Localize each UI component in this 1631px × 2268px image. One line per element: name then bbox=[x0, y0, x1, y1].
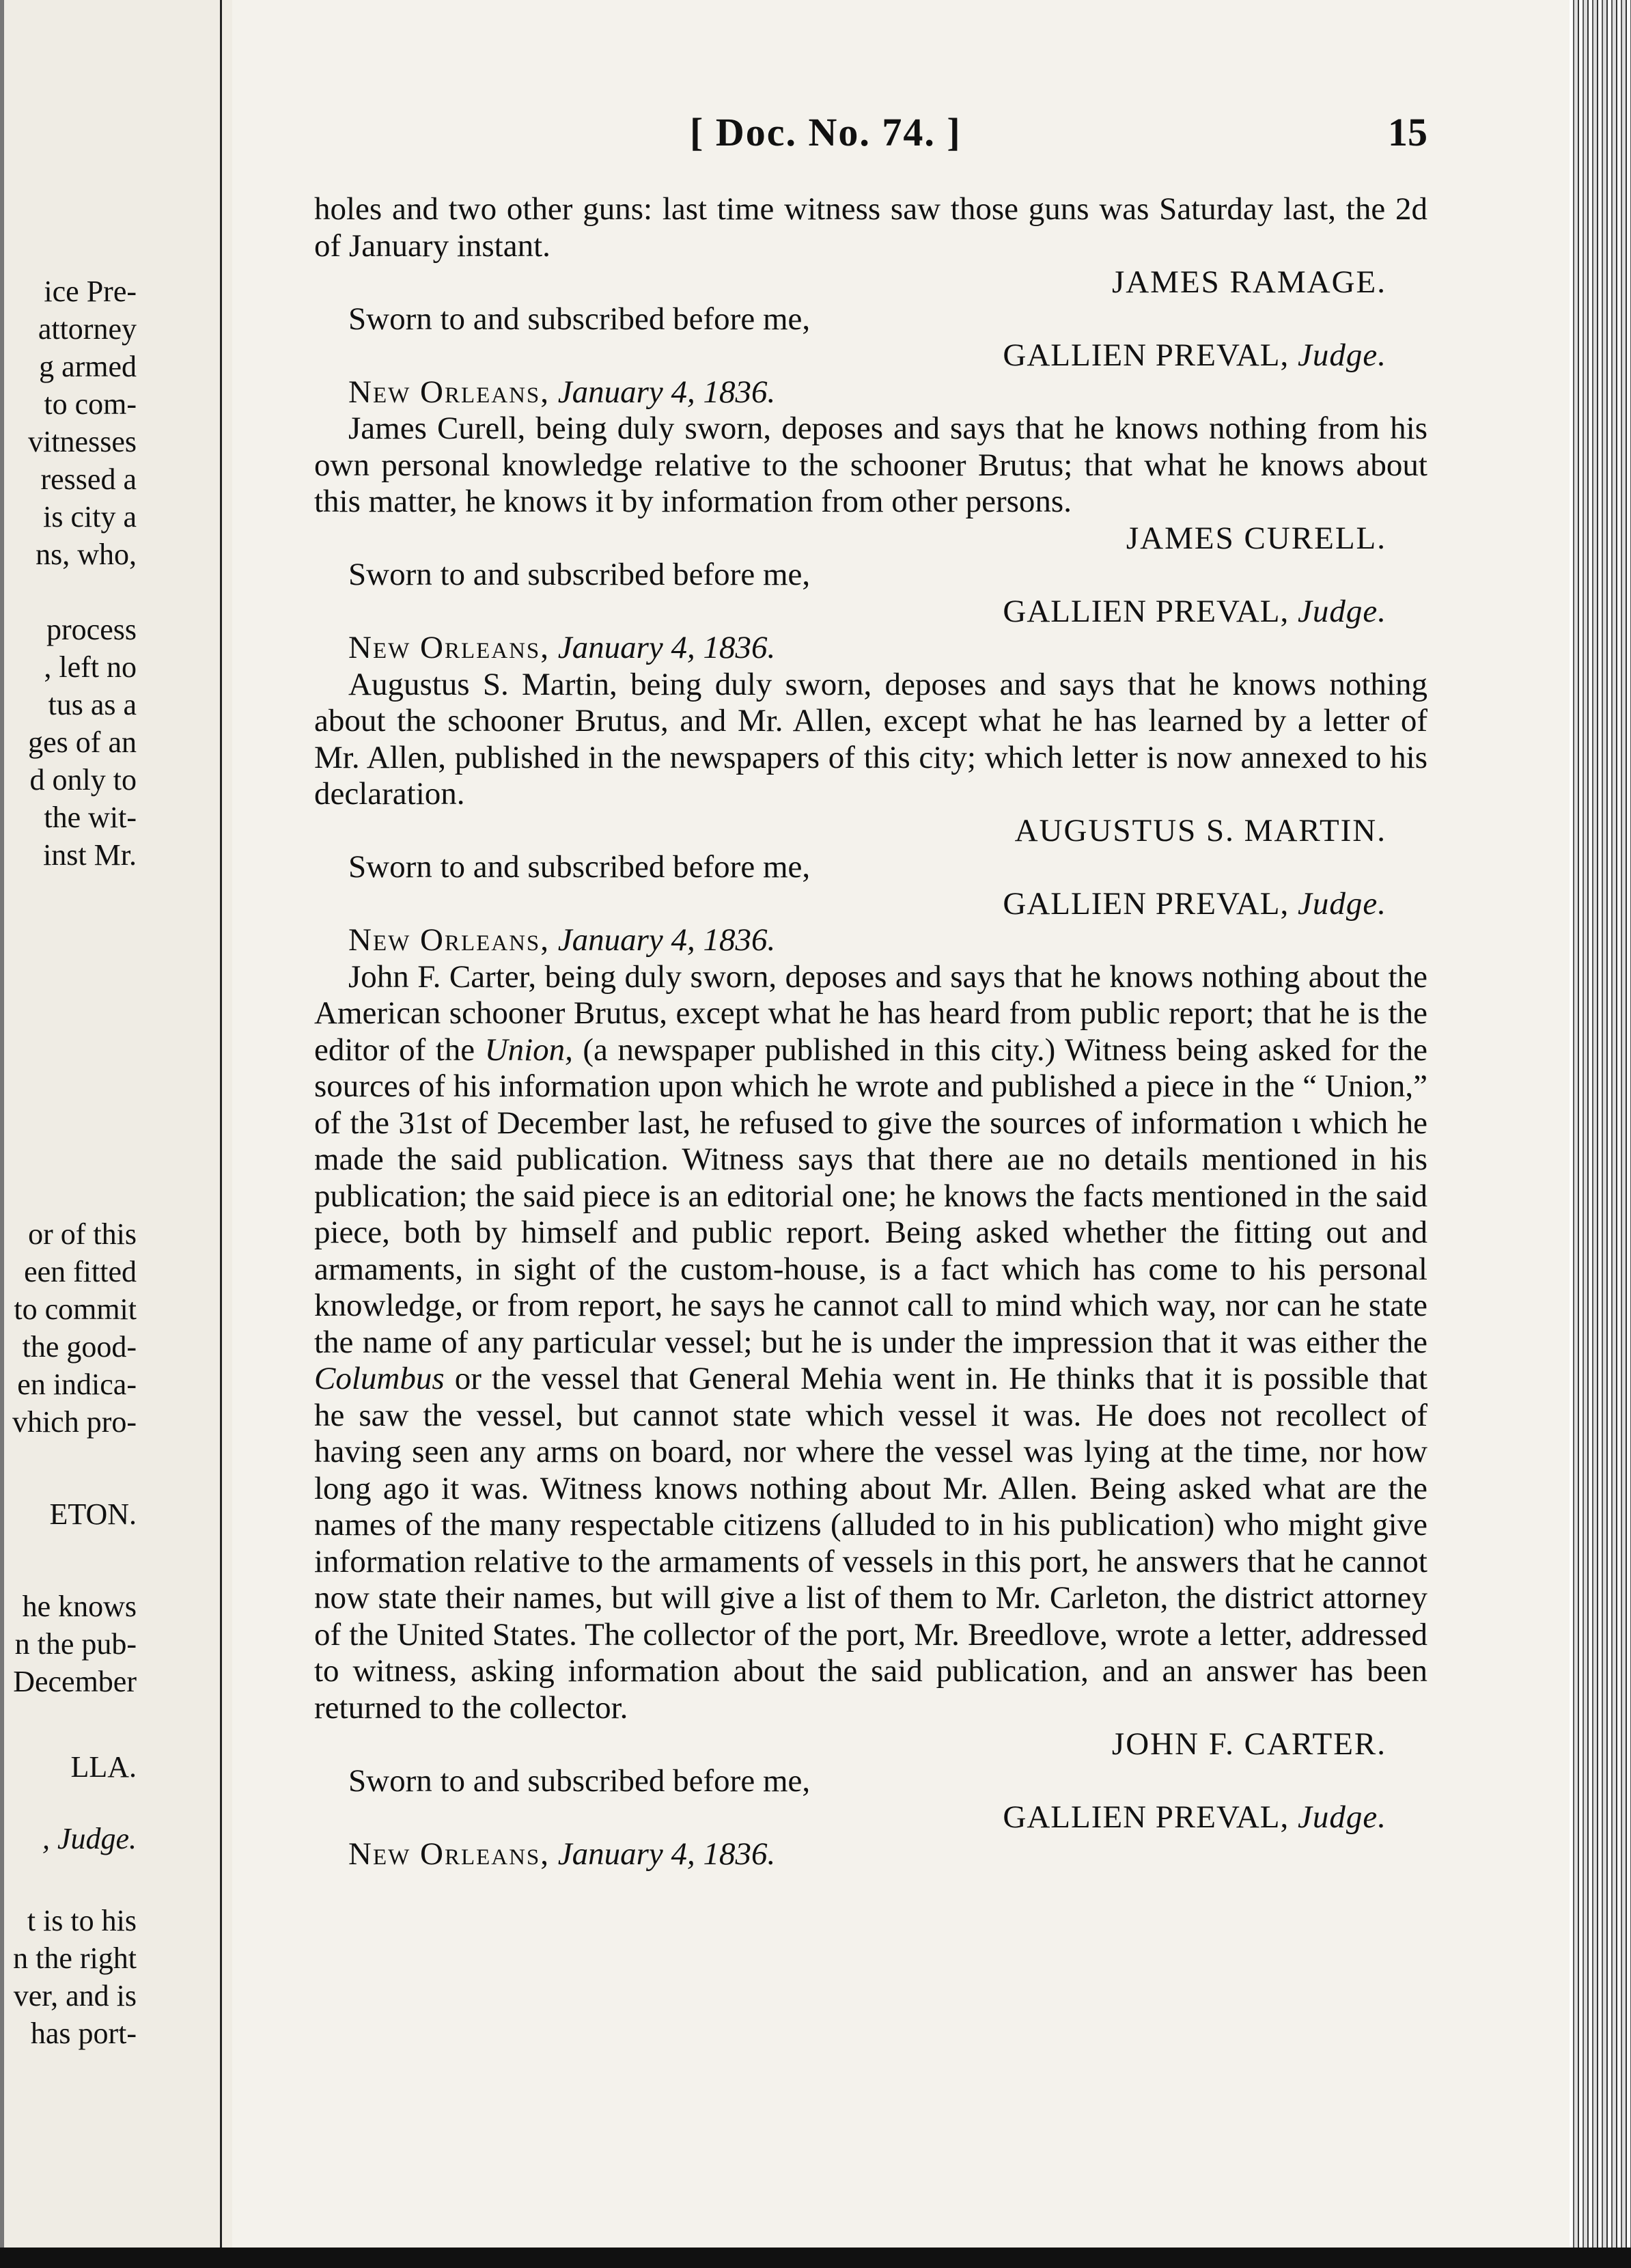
judge-line bbox=[314, 337, 1427, 374]
left-page-line: attorney bbox=[38, 312, 137, 346]
left-page-fragment bbox=[0, 0, 232, 2268]
paragraph-text: or the vessel that General Mehia went in. He thinks that it is possible that he saw the vessel, but cannot state which vessel it was. He does not recollect of having seen any arms on board, nor where the vessel was lying at the time, nor how long ago it was. Witness knows nothing about Mr. Allen. Being asked what are the names of the many respectable citizens (alluded to in his publication) who might give information relative to the armaments of vessels in this port, he answers that he cannot now state their names, but will give a list of them to Mr. Carleton, the district attorney of the United States. The collector of the port, Mr. Breedlove, wrote a letter, addressed to witness, asking information about the said publication, and an answer has been returned to the collector. bbox=[314, 1361, 1427, 1726]
dateline-place: New Orleans, bbox=[348, 374, 550, 410]
left-page-line: the good- bbox=[22, 1330, 137, 1364]
left-page-line: has port- bbox=[30, 2017, 137, 2050]
left-page-line: process bbox=[46, 613, 137, 646]
dateline-date: January 4, 1836. bbox=[557, 1836, 776, 1872]
dateline-place: New Orleans, bbox=[348, 1836, 550, 1872]
signature: JAMES RAMAGE. bbox=[1111, 264, 1386, 300]
paragraph-text: (a newspaper published in this city.) Witness being asked for the sources of his information upon which he wrote and published a piece in the “ Union,” of the 31st of December last, he refused to give the sources of information ι which he made the said publication. Witness says that there aıe no details mentioned in his publication; the said piece is an editorial one; he knows the facts mentioned in the said piece, both by himself and public report. Being asked whether the fitting out and armaments, in sight of the custom-house, is a fact which has come to his personal knowledge, or from report, he says he cannot call to mind which way, nor can he state the name of any particular vessel; but he is under the impression that it was either the bbox=[314, 1032, 1428, 1360]
dateline-date: January 4, 1836. bbox=[557, 630, 776, 665]
left-page-line: he knows bbox=[22, 1590, 137, 1623]
judge-name: GALLIEN PREVAL, bbox=[1003, 1799, 1290, 1835]
dateline bbox=[314, 374, 1427, 411]
left-page-line: t is to his bbox=[27, 1904, 137, 1937]
judge-line bbox=[314, 886, 1427, 923]
dateline bbox=[314, 1836, 1427, 1873]
left-page-line: tus as a bbox=[48, 688, 137, 721]
left-page-line: the wit- bbox=[44, 801, 137, 834]
left-page-line: en indica- bbox=[17, 1368, 137, 1401]
left-page-line: or of this bbox=[28, 1217, 137, 1251]
dateline-date: January 4, 1836. bbox=[557, 922, 776, 958]
document-body bbox=[314, 191, 1427, 1872]
paragraph: holes and two other guns: last time witness saw those guns was Saturday last, the 2d of January instant. bbox=[314, 191, 1427, 264]
doc-number: [ Doc. No. 74. ] bbox=[690, 110, 962, 154]
left-page-line: ns, who, bbox=[36, 538, 137, 571]
signature: JOHN F. CARTER. bbox=[1111, 1726, 1386, 1762]
paragraph-text: John F. Carter, being duly sworn, deposes and says that he knows nothing about the American schooner Brutus, except what he has heard from public report; that he is the editor of the bbox=[314, 958, 1427, 1068]
sworn-line: Sworn to and subscribed before me, bbox=[348, 849, 811, 885]
judge-title: Judge. bbox=[1298, 337, 1386, 373]
sworn-line: Sworn to and subscribed before me, bbox=[348, 1762, 811, 1799]
judge-title: Judge. bbox=[1298, 593, 1386, 629]
left-page-line: ges of an bbox=[28, 725, 137, 759]
judge-name: GALLIEN PREVAL, bbox=[1003, 337, 1290, 373]
left-page-line: ice Pre- bbox=[44, 275, 137, 308]
left-page-line: vhich pro- bbox=[12, 1405, 137, 1439]
left-page-line: December bbox=[13, 1665, 137, 1698]
left-page-line: g armed bbox=[39, 350, 137, 383]
left-page-line: een fitted bbox=[24, 1255, 137, 1288]
signature: JAMES CURELL. bbox=[1126, 520, 1386, 556]
judge-name: GALLIEN PREVAL, bbox=[1003, 885, 1290, 922]
left-page-line: to com- bbox=[44, 387, 137, 421]
gutter-line bbox=[220, 0, 222, 2268]
left-page-line: , Judge. bbox=[42, 1822, 137, 1855]
left-page-line: , left no bbox=[44, 650, 137, 684]
page-header bbox=[314, 109, 1427, 157]
dateline-date: January 4, 1836. bbox=[557, 374, 776, 410]
left-page-line: ETON. bbox=[49, 1497, 137, 1531]
dateline bbox=[314, 630, 1427, 667]
judge-title: Judge. bbox=[1298, 885, 1386, 922]
paragraph: Augustus S. Martin, being duly sworn, deposes and says that he knows nothing about the schooner Brutus, and Mr. Allen, except what he has learned by a letter of Mr. Allen, published in the newspapers of this city; which letter is now annexed to his declaration. bbox=[314, 666, 1427, 812]
dateline-place: New Orleans, bbox=[348, 922, 550, 958]
left-page-line: vitnesses bbox=[28, 425, 137, 458]
dateline-place: New Orleans, bbox=[348, 630, 550, 665]
page-edge-bottom bbox=[0, 2248, 1631, 2268]
left-page-line: inst Mr. bbox=[43, 838, 137, 872]
vessel-name: Columbus bbox=[314, 1361, 445, 1396]
left-page-line: ver, and is bbox=[13, 1979, 137, 2013]
page-edge-right bbox=[1570, 0, 1631, 2268]
left-page-line: is city a bbox=[43, 500, 137, 534]
left-page-line: to commit bbox=[14, 1292, 137, 1326]
dateline bbox=[314, 922, 1427, 959]
judge-line bbox=[314, 594, 1427, 631]
page-number: 15 bbox=[1388, 110, 1427, 154]
left-page-line: LLA. bbox=[70, 1750, 137, 1784]
sworn-line: Sworn to and subscribed before me, bbox=[348, 557, 811, 592]
paragraph: James Curell, being duly sworn, deposes and says that he knows nothing from his own personal knowledge relative to the schooner Brutus; that what he knows about this matter, he knows it by information from other persons. bbox=[314, 411, 1427, 519]
judge-title: Judge. bbox=[1298, 1799, 1386, 1835]
left-page-line: n the right bbox=[13, 1941, 137, 1975]
sworn-line: Sworn to and subscribed before me, bbox=[348, 301, 811, 337]
judge-line bbox=[314, 1799, 1427, 1836]
newspaper-title: Union, bbox=[484, 1032, 573, 1068]
signature: AUGUSTUS S. MARTIN. bbox=[1014, 812, 1386, 848]
left-page-line: ressed a bbox=[40, 462, 137, 496]
left-page-line: n the pub- bbox=[14, 1627, 137, 1661]
paragraph bbox=[314, 959, 1427, 1727]
left-page-line: d only to bbox=[29, 763, 137, 797]
judge-name: GALLIEN PREVAL, bbox=[1003, 593, 1290, 629]
